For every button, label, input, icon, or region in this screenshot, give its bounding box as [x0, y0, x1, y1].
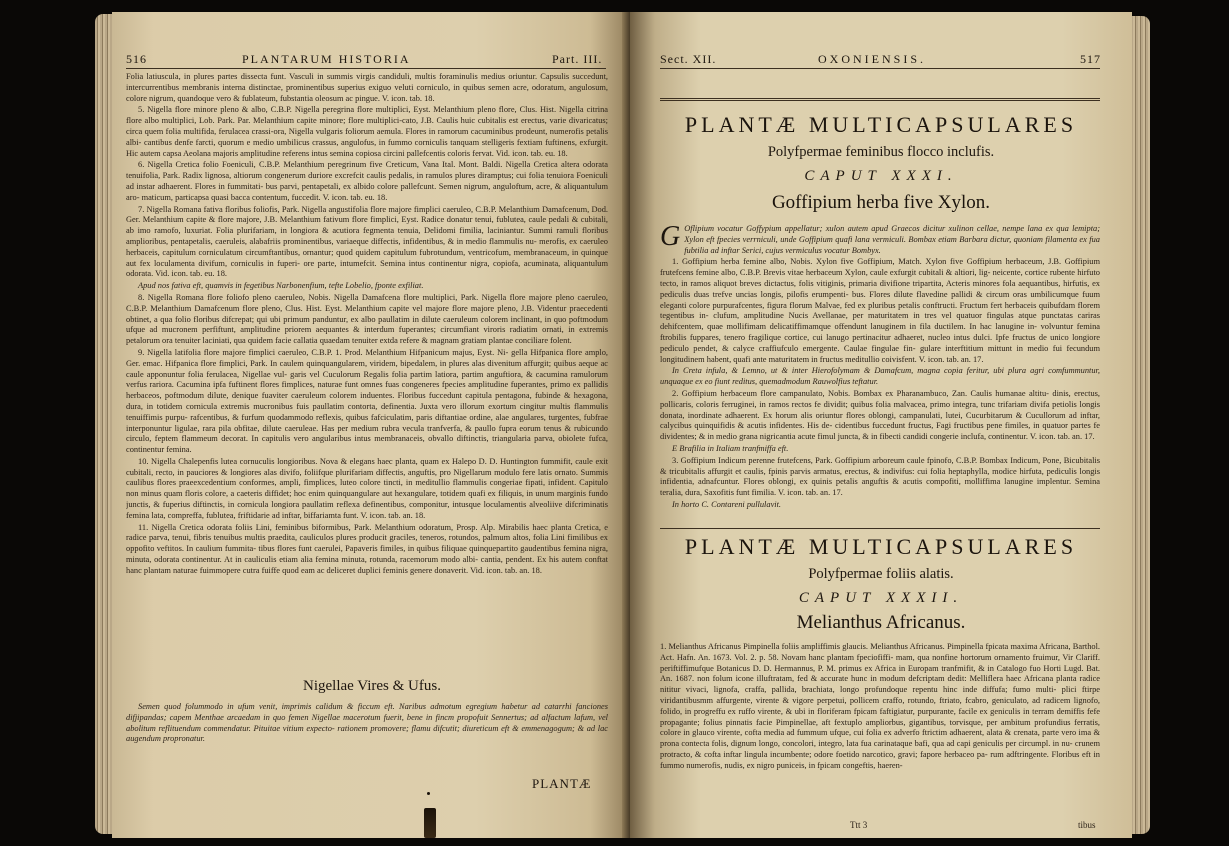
ink-spot	[427, 792, 430, 795]
section-subheading-2: Polyfpermae foliis alatis.	[808, 566, 954, 582]
paragraph: 1. Goffipium herba femine albo, Nobis. Xylon five Goffipium, Match. Xylon five Goffipium herbaceum, J.B. Goffipium frutefcens femine albo, C.B.P. Brevis vitae herbaceum Xylon, caule exfurgit cubitali & altiori, lig- neicente, cortice rubente hirfuto tecto, in ramos aliquot breves dictactus, folis vitiginis, primaria divifione tripartita, Acteris minores fola aequantibus, hirfutis, ex pediculis duas trefve uncias longis, pilofis erumpenti- bus. Flores dilute flavedine pallidi & circum oras umbilicumque fuum eleganti colore purpurafcentes, figura florum Malvae, fed ex pluribus petalis conftructi. Fructum fert herbaceis quibufdam florem tegentibus in- clufum, amplitudine Nucis Avellanae, per maturitatem in tres vel quatuor fingulas atque punctatas cariras dehifcentem, quae mollifimam delicatiffimamque offendunt lanuginem in fila ductilem. In hac lanugine in- volvuntur femina ftrobilis fuppares, tenero fragilique cortice, cui lanugo pertinacitur adhaeret, nucleo intus dulci. Ipfe fructus de unico longiore pediculo pendet, & calyce craffiufculo emergente. Caulae fingulae fin- gulare interftitium mittunt in medio fui fecundum longitudinem habent, quafi ante maturitatem in fructus meditullio coivisfent. V. icon. tab. an. 17.	[660, 257, 1100, 364]
section-divider	[660, 528, 1100, 529]
section-heading-2: PLANTÆ MULTICAPSULARES	[684, 534, 1078, 559]
left-running-title: PLANTARUM HISTORIA	[242, 52, 411, 66]
section-subheading-1: Polyfpermae feminibus flocco inclufis.	[767, 144, 995, 160]
right-page-number: 517	[1080, 52, 1101, 66]
subsection-heading: Nigellae Vires & Ufus.	[303, 678, 441, 694]
bookmark-ribbon	[424, 808, 436, 838]
left-page-number: 516	[126, 52, 147, 66]
paragraph: 1. Melianthus Africanus Pimpinella foliis ampliffimis glaucis. Melianthus Africanus. Pimpinella fpicata maxima Africana, Barthol. Act. Hafn. An. 1673. Vol. 2. p. 58. Novam hanc plantam fpeciofiffi- mam, qua nonfine hortorum ornamento fruimur, Vir Clariff. periftiffimufque Botanicus D. D. Hermannus, P. M. primus ex Africa in Europam tranfmifit, & in Catalogo fuo Horti Lugd. Bat. An. 1687. non folum icone illuftratam, fed & accurate hunc in modum defcriptam dedit: Melliflera haec Africana planta radice nititur vivaci, lignofa, craffa, pallida, brachiata, longo profundoque repentu hinc inde diffufa; fumo multi- plici ftirpe viridantibusmm affurgente, virente & vigore perpetui, pollicem craffo, rotundo, ftriato, fcabro, geniculato, ad radicem lignofo, folido, in progreffu ex ruffo virente, & ubi in floriferam fpicam faftigiatur, purpurante, facile ex geniculis in terram demiffis fefe propagante; folius pinnatis facie Pimpinellae, aft fextuplo ampliorbus, gigantibus, torvisque, per ambitum profundius ferratis, colore in glauco virente, cofta media ad fummum ufque, cui folia ex adverfo ftrictim adhaerent, alata & crenata, parte vero ima & prona contecta folis, dignum longo, concolori, integro, lata fua carinataque bafi, qua ad capi geniculis per circumpl. in nu- crunem protracto, & cofta inftar lingula incumbente; odore foetido narcotico, gravi; fapore herbaceo pa- rum adftringente. Floribus eft in fummo numerofis, nudis, ex nigro puniceis, in fpicam congeftis, haeren-	[660, 642, 1100, 770]
left-header-rule	[126, 68, 606, 69]
paragraph: 9. Nigella latifolia flore majore fimplici caeruleo, C.B.P. 1. Prod. Melanthium Hifpanicum majus, Eyst. Ni- gella Hifpanica flore amplo, Ger. emac. Hifpanica flore fimplici, Park. In caulem quinquangularem, viridem, bipedalem, in plures alas divenitum affurgit; quibus aeque ac caule apponuntur folia ferulacea, Nigellae vul- garis vel Cuculorum Regalis folia partim latiora, partim anguftiora, & cacumina ramulorum verfus rariora. Cacumina ipfa fuftinent flores fimplices, naturae funt omnes fuas congeneres fpecies amplitudine fuperantes, primo ex pallidis herbaceos, poftmodum dilute, denique fuaviter caeruleum colorem induentes. Floribus fuccedunt capitula pentagona, fubinde & hexagona, dura, in totidem cornicula extremis mucronibus fuis paullatim contorta, definentia. Juxta vero illorum exortum cingitur multis flammulis tenuiffimis purpu- rafcentibus, & furfum quodammodo reflexis, quibus fafciculatim, paris diftantiae ordine, alae angulares, turgentes, fubfrae interponuntur ligulae, rara pila obfitae, dilute caeruleae. Has per medium rubra vecula tranfverfa, & paullo fupra eorum tenus & rubicundo circulo, feptem flammeum decorat. In capitulis vero angularibus intus membranaceis, obvallo diftinctis, triangularia parva, obiolete fufca, continentur femina.	[126, 347, 608, 455]
right-page	[630, 12, 1132, 838]
caput-2: CAPUT XXXII.	[798, 590, 964, 606]
paragraph: In horto C. Contareni pullulavit.	[672, 499, 782, 509]
left-part-label: Part. III.	[552, 52, 603, 66]
paragraph: 3. Goffipium Indicum perenne frutefcens, Park. Goffipium arboreum caule fpinofo, C.B.P. Bombax Indicum, Pone, Bicubitalis & tricubitalis affurgit et caulis, fpinis parvis armatus, erectus, & indivifus: cui folia heptaphylla, modice hirfuta, pediculis longis infidentia, adnafcuntur. Flores oblongi, ex quinis petalis anguftis & acutis compofiti, molliffima lanugine implentur. Semina teralia, dura, Saxofitis funt fimilia. V. icon. tab. an. 17.	[660, 455, 1100, 498]
intro-paragraph	[660, 224, 1100, 256]
ornament-rule	[660, 100, 1100, 101]
ornament-rule	[660, 98, 1100, 99]
intro-text: Oflipium vocatur Goffypium appellatur; xulon autem apud Graecos dicitur xulinon cellae, nempe lana ex qua lemipta; Xylon eft fpecies verrniculi, unde Goffipium quafi lana vermiculi. Bombax etiam Barbara dictur, quoniam filamenta ex fua fubtilia ad inftar Serici, cujus vermiculus vocatur Bombyx.	[684, 224, 1100, 255]
chapter-title-1: Goffipium herba five Xylon.	[771, 192, 991, 213]
paragraph: 5. Nigella flore minore pleno & albo, C.B.P. Nigella peregrina flore multiplici, Eyst. Melanthium pleno flore, Clus. Hist. Nigella citrina flore albo multiplici, Lob. Park. Par. Melanthium capite minore; flore multiplici-cato, J.B. Caulis huic cubitalis est erectus, varie divaricatus; circa quem folia multifida, ferulacea crassi-ora, Nigella vulgaris foliorum aemula. Flores in ramorum cacuminibus prodeunt, numerofis petalis albi- cantibus denfe farcti, quorum e medio umbilicus crassus, angulofus, in fummo corniculis tanquam stelligeris fextiam fuftinens, exfurgit. Hic autem capsa Aeolana majoris amplitudine referens intus semina copiosa circini pallefcentis coloris fervat. Vid. icon. tab. eu. 18.	[126, 105, 608, 158]
paragraph: In Creta infula, & Lemno, ut & inter Hierofolymam & Damafcum, magna copia feritur, ubi plura agri comfummuntur, unquaque ex eo fiunt reditus, quemadmodum Rauwolfius teftatur.	[660, 366, 1100, 387]
paragraph: 2. Goffipium herbaceum flore campanulato, Nobis. Bombax ex Pharanambuco, Zan. Caulis humanae altitu- dinis, erectus, pollicaris, coloris ferruginei, in ramos rectos fe dividit; quibus folia malvacea, primo integra, tunc trifariam divifa petiolis longis donata, inordinate adhaerent. Ex horum alis oriuntur flores oblongi, campanulati, lutei, Cucurbitarum & Cucullorum ad inftar, calycibus quinquifidis & acutis infidentes. His de- cidentibus fuccedunt fructus, Fagi fructibus pene fimiles, in quatuor partes fe dividentes; & in medio grana nigricantia acute fimul juncta, & in fibecti candidi congerie inclufa, continentur. V. icon. tab. an. 17.	[660, 388, 1100, 442]
paragraph: E Brafilia in Italiam tranfmiffa eft.	[672, 443, 789, 453]
left-catchword: PLANTÆ	[532, 776, 592, 791]
left-page	[112, 12, 632, 838]
left-main-text	[126, 72, 608, 592]
caput-1: CAPUT XXXI.	[804, 168, 958, 184]
right-header-rule	[660, 68, 1100, 69]
signature-mark: Ttt 3	[850, 820, 868, 830]
paragraph: Folia latiuscula, in plures partes dissecta funt. Vasculi in summis virgis candiduli, multis foraminulis medius oriuntur. Capsulis succedunt, intercurrentibus membranis interna distinctae, prominentibus superius exiguo veluti corniculo, in quibus semen acre, odoratum, angulosum, colore nigrum, quandoque vero & fublateum, fubstantia oleosum ac pingue. V. icon. tab. 18.	[126, 72, 608, 103]
right-section-label: Sect. XII.	[660, 52, 717, 66]
paragraph: Semen quod folummodo in ufum venit, imprimis calidum & ficcum eft. Naribus admotum egregium habetur ad catarrhi fanciones difjipandas; capem Menthae arcaedam in quo femen Nigellae macerotum fuerit, bene in fincm propofuit Sennertus; ad alfactum lafum, vel abolitum reflituendum commendatur. Pituitae vitium expecto- rationem promovere; flamu difcutit; diureticum eft & emmenagogum; & ad lac augendum propronatur.	[126, 702, 608, 744]
paragraph: Apud nos fativa eft, quamvis in fegetibus Narbonenfium, tefte Lobelio, fponte exfiliat.	[138, 281, 424, 291]
paragraph: 7. Nigella Romana fativa floribus foliofis, Park. Nigella angustifolia flore majore fimplici caeruleo, C.B.P. Melanthium Damafcenum, Dod. Ger. Melanthium capite & flore majore, J.B. Melanthium fativum flore fimplici, Eyst. Radice donatur tenui, fubluteа, caule pedali & cubitali, ab imo ramofo, luxuriat. Folia plurifariam, in longiora & acutiora fegmenta tenuia, Delidomi fimilia, laciniantur. Summi ramuli floribus amplioribus, pentapetalis, caeruleis, alabafriis prominentibus, variaeque diffectis, infidentibus, & in medio flammulis nu- merofis, ex caeruleo herbaceis, capitulum corniculatum circumftantibus, ornantur; quod quidem capitulum fubrotundum, ventricofum, membranaceum, in quinque aut fex loculamenta divifum, corniculis in fuperi- ore parte, intumefcit. Semina intus continentur nigra, copiofa, acuminata, aliquantulum odorata. Vid. icon. tab. eu. 18.	[126, 204, 608, 279]
paragraph: 6. Nigella Cretica folio Foeniculi, C.B.P. Melanthium peregrinum five Creticum, Vana Ital. Mont. Baldi. Nigella Cretica altera odorata tenuifolia, Park. Radix lignosa, altiorum congenerum duriore excrefcit caulis pedalis, in ramulos plures diramptus; cui folia tenuiora Foeniculi ad instar adhaerent. Flores in fummitati- bus parvi, pentapetali, ex albido colore pallefcunt. Semen nigrum, anguloftum, acre, & aliquantulum aro- maticum, particapsa quasi bacca contentum, fuccedit. V. icon. tab. eu. 18.	[126, 160, 608, 202]
paragraph: 8. Nigella Romana flore foliofo pleno caeruleo, Nobis. Nigella Damafcena flore multiplici, Park. Nigella flore majore pleno caeruleo, C.B.P. Melanthium Damafcenum flore pleno, Clus. Hist. Eyst. Melanthium capite vel majore flore majore pleno, J.B. Videntur praecedenti obtinet, a qua folio floribus difcrepat; qui ubi primum panduntur, ex albo paullatim in dilute caeruleum colorem inclinant, in quo poftmodum ufque ad mucronem perfiftunt, amplitudine priorem aequantes & interdum fuperantes; circumfiant viroris radiatim ornati, in extremis petalorum ora tenuiter laciniati, qua quidem facie callatia quaedam tenuiter extda refere & magnam gratiam plantae conciliare folent.	[126, 292, 608, 346]
paragraph: 11. Nigella Cretica odorata foliis Lini, feminibus biformibus, Park. Melanthium odoratum, Prosp. Alp. Mirabilis haec planta Cretica, e radice parva, tenui, fibris tenuibus multis praedita, cauliculos plures producit graciles, teneros, rotundos, palmum altos, folia Lini fimilibus ex oppofito veftitos. In caulium fummita- tibus flores funt caerulei, Papaveris fimiles, in quibus filiquae quinquepartito gaudentibus femina nigra, minuta, odorata continentur. At in cauliculis etiam alia femina minuta, rotunda, racemorum modo albi- cantia, pendent. Ex his autem conftat hanc plantam naturae fuimmopere cutra fuiffe quod eam ac deliceret duplici feminis genere donaverit. Vid. icon. tab. an. 18.	[126, 522, 608, 575]
chapter-title-2: Melianthus Africanus.	[796, 612, 966, 633]
section-heading-1: PLANTÆ MULTICAPSULARES	[684, 112, 1078, 137]
paragraph: 10. Nigella Chalepenfis lutea cornuculis longioribus. Nova & elegans haec planta, quam ex Halepo D. D. Huntington fummifit, caule exit cubitali, recto, in pauciores & longiores alas divifo, foliifque plurifariam diffectis, anguftis, pro Nigellarum modulo fere latis ornato. Summis caulibus flores praeexcedentium conformes, ampli, fimplices, luteo colore tincti, in meditullio flammulis congeriae fipati, infident. Capitulo non minus quam floris colore, a caeteris diffidet; hoc enim quinquangulare aut hexangulare, totidem quafi ex filiquis, in unum marginis fundo junctis, & fuperius diftinctis, in cornicula longiora paullatim reflexa definentibus, componitur, intusque loculamentis alveoliive difcriminatis femina lata, compreffa, fubluteа, friftidarie ad inftar, biffariamta funt. V. icon. tab. an. 18.	[126, 456, 608, 520]
vires-text	[126, 702, 608, 768]
drop-capital: G	[660, 224, 681, 252]
right-running-title: OXONIENSIS.	[818, 52, 926, 66]
right-catchword: tibus	[1078, 820, 1096, 830]
right-text-block-2	[660, 642, 1100, 820]
